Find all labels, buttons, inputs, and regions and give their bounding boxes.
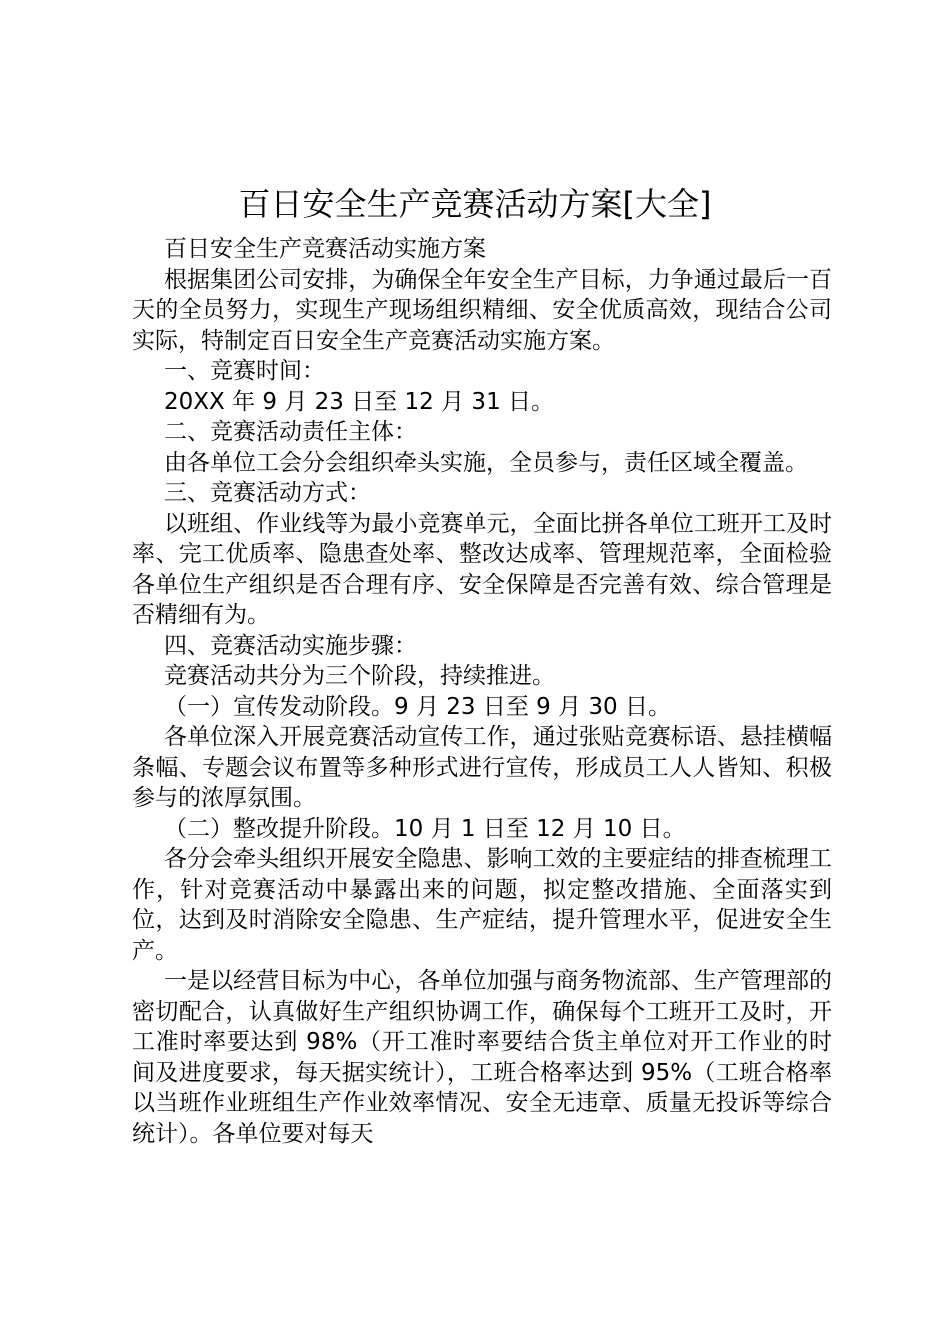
document-body — [132, 234, 832, 1149]
paragraph-business-goals: 一是以经营目标为中心，各单位加强与商务物流部、生产管理部的密切配合，认真做好生产组织协调工作，确保每个工班开工及时，开工准时率要达到 98%（开工准时率要结合货主单位对开工作业的时间及进度要求，每天据实统计），工班合格率达到 95%（工班合格率以当班作业班组生产作业效率情况、安全无违章、质量无投诉等综合统计）。各单位要对每天 — [132, 968, 832, 1147]
paragraph-stage-two: 各分会牵头组织开展安全隐患、影响工效的主要症结的排查梳理工作，针对竞赛活动中暴露出来的问题，拟定整改措施、全面落实到位，达到及时消除安全隐患、生产症结，提升管理水平，促进安全生产。 — [132, 846, 832, 964]
heading-responsible-party: 二、竞赛活动责任主体： — [164, 419, 417, 445]
paragraph-three-stages: 竞赛活动共分为三个阶段，持续推进。 — [164, 663, 555, 689]
heading-competition-method: 三、竞赛活动方式： — [164, 480, 371, 506]
paragraph-intro: 根据集团公司安排，为确保全年安全生产目标，力争通过最后一百天的全员努力，实现生产现场组织精细、安全优质高效，现结合公司实际，特制定百日安全生产竞赛活动实施方案。 — [132, 266, 832, 354]
paragraph-subtitle: 百日安全生产竞赛活动实施方案 — [164, 236, 486, 262]
heading-implementation-steps: 四、竞赛活动实施步骤： — [164, 632, 417, 659]
paragraph-stage-one: 各单位深入开展竞赛活动宣传工作，通过张贴竞赛标语、悬挂横幅条幅、专题会议布置等多种形式进行宣传，形成员工人人皆知、积极参与的浓厚氛围。 — [132, 724, 832, 811]
document-title: 百日安全生产竞赛活动方案[大全] — [238, 185, 712, 223]
heading-competition-time: 一、竞赛时间： — [164, 358, 325, 384]
paragraph-competition-dates: 20XX 年 9 月 23 日至 12 月 31 日。 — [164, 388, 555, 415]
paragraph-competition-method: 以班组、作业线等为最小竞赛单元，全面比拼各单位工班开工及时率、完工优质率、隐患查处率、整改达成率、管理规范率，全面检验各单位生产组织是否合理有序、安全保障是否完善有效、综合管理是否精细有为。 — [132, 510, 832, 628]
paragraph-responsible-party: 由各单位工会分会组织牵头实施，全员参与，责任区域全覆盖。 — [164, 449, 808, 476]
heading-stage-two: （二）整改提升阶段。10 月 1 日至 12 月 10 日。 — [164, 815, 686, 842]
heading-stage-one: （一）宣传发动阶段。9 月 23 日至 9 月 30 日。 — [164, 693, 671, 720]
